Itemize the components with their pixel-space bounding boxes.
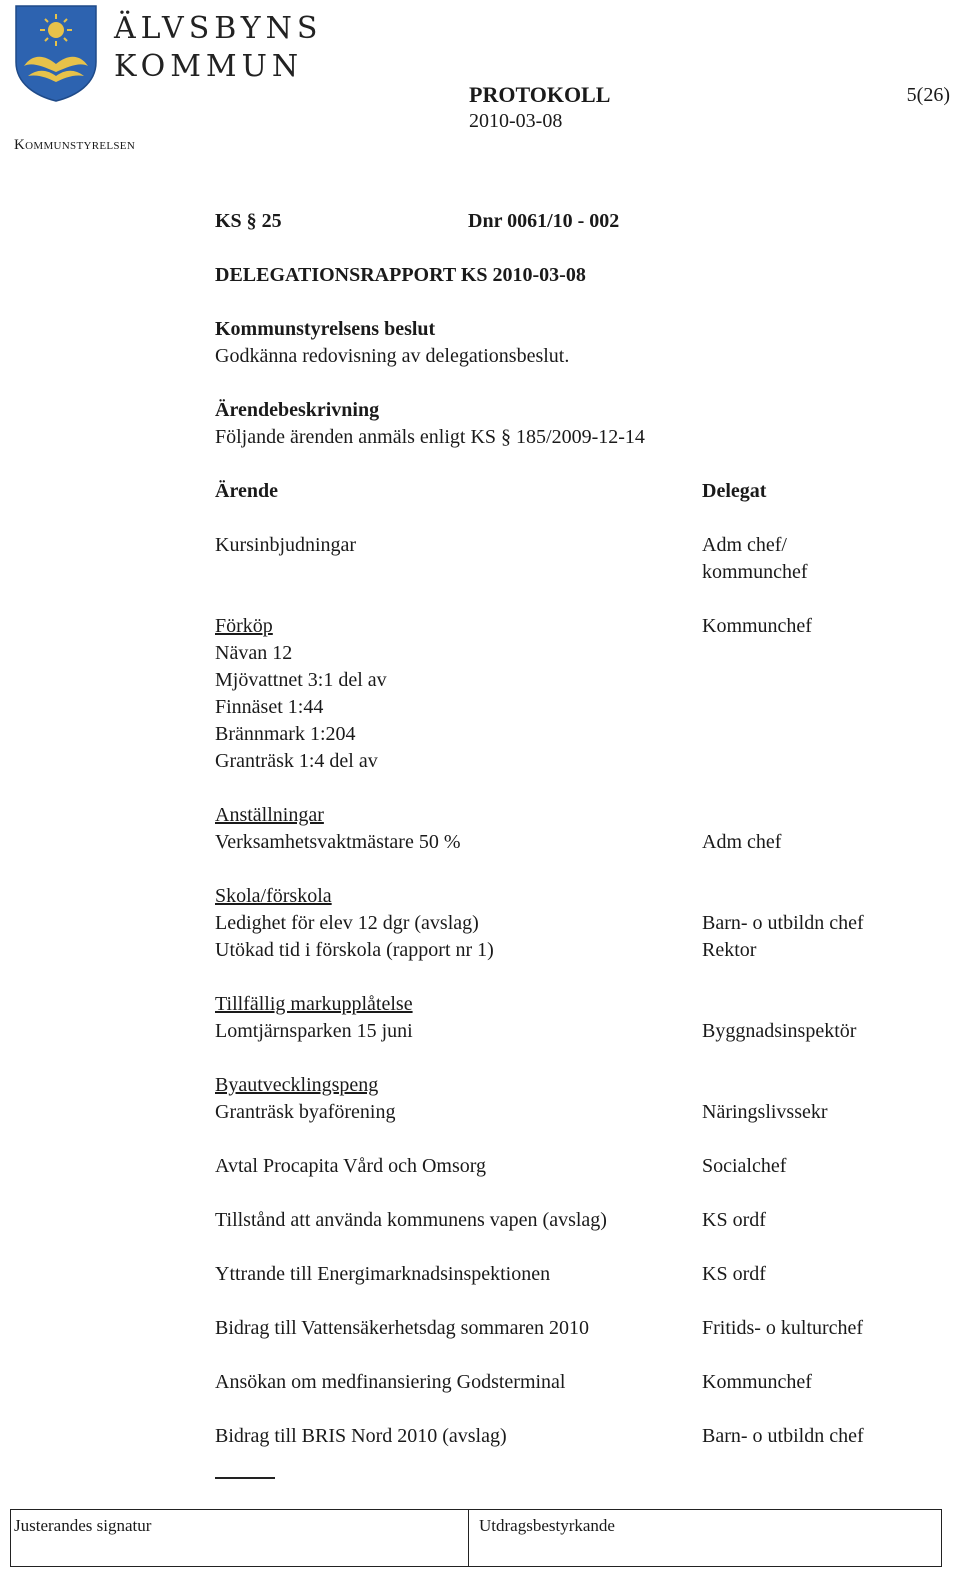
org-name-line1: ÄLVSBYNS [114, 11, 323, 46]
case-category-heading: Tillfällig markupplåtelse [215, 993, 413, 1015]
case-item: Nävan 12 [215, 642, 293, 664]
case-cell [215, 1423, 702, 1450]
spacer [702, 991, 935, 1018]
delegate-name: Socialchef [702, 1155, 787, 1177]
paragraph-number: KS § 25 [215, 210, 282, 232]
delegate-name: KS ordf [702, 1209, 766, 1231]
spacer [702, 802, 935, 829]
delegate-name: kommunchef [702, 561, 808, 583]
case-item: Mjövattnet 3:1 del av [215, 669, 387, 691]
case-cell [215, 1153, 702, 1180]
case-category-heading: Byautvecklingspeng [215, 1074, 379, 1096]
case-category-heading: Skola/förskola [215, 885, 332, 907]
case-cell [215, 613, 702, 775]
delegate-name: Kommunchef [702, 615, 812, 637]
delegation-row [215, 1261, 935, 1288]
delegate-name: Rektor [702, 939, 757, 961]
end-rule [215, 1477, 275, 1479]
delegation-row [215, 802, 935, 856]
paragraph-header [215, 208, 935, 235]
delegate-cell [702, 883, 935, 964]
delegation-row [215, 1207, 935, 1234]
case-item: Utökad tid i förskola (rapport nr 1) [215, 939, 494, 961]
delegate-name: Byggnadsinspektör [702, 1020, 857, 1042]
case-item: Avtal Procapita Vård och Omsorg [215, 1155, 487, 1177]
delegate-name: Fritids- o kulturchef [702, 1317, 864, 1339]
delegate-cell [702, 1315, 935, 1342]
page-number: 5(26) [906, 84, 950, 106]
section-title: DELEGATIONSRAPPORT KS 2010-03-08 [215, 264, 586, 286]
case-item: Yttrande till Energimarknadsinspektionen [215, 1263, 551, 1285]
extract-certification-cell: Utdragsbestyrkande [479, 1516, 615, 1535]
case-item: Granträsk 1:4 del av [215, 750, 378, 772]
case-item: Bidrag till BRIS Nord 2010 (avslag) [215, 1425, 507, 1447]
case-cell [215, 802, 702, 856]
document-type: PROTOKOLL [469, 82, 611, 107]
spacer [702, 883, 935, 910]
description-heading: Ärendebeskrivning [215, 399, 380, 421]
delegation-row [215, 613, 935, 775]
delegate-name: KS ordf [702, 1263, 766, 1285]
delegation-row [215, 883, 935, 964]
case-category-heading: Förköp [215, 615, 273, 637]
case-item: Granträsk byaförening [215, 1101, 396, 1123]
delegation-row [215, 991, 935, 1045]
delegate-cell [702, 1369, 935, 1396]
signature-cell: Justerandes signatur [11, 1510, 469, 1566]
delegate-name: Barn- o utbildn chef [702, 912, 864, 934]
delegate-cell [702, 802, 935, 856]
column-header-delegate: Delegat [702, 480, 767, 502]
delegation-row [215, 1153, 935, 1180]
case-item: Ledighet för elev 12 dgr (avslag) [215, 912, 479, 934]
delegate-name: Adm chef/ [702, 534, 787, 556]
delegation-row [215, 1423, 935, 1450]
case-cell [215, 1207, 702, 1234]
protocol-body [215, 208, 935, 1479]
case-cell [215, 532, 702, 586]
case-cell [215, 1072, 702, 1126]
case-item: Verksamhetsvaktmästare 50 % [215, 831, 461, 853]
case-cell [215, 883, 702, 964]
case-category-heading: Anställningar [215, 804, 324, 826]
column-header-case: Ärende [215, 480, 278, 502]
delegate-name: Adm chef [702, 831, 782, 853]
delegation-row [215, 1315, 935, 1342]
description-text: Följande ärenden anmäls enligt KS § 185/2009-12-14 [215, 426, 645, 448]
delegate-cell [702, 1072, 935, 1126]
decision-heading: Kommunstyrelsens beslut [215, 318, 436, 340]
table-header [215, 478, 935, 505]
document-date: 2010-03-08 [469, 110, 563, 132]
case-item: Finnäset 1:44 [215, 696, 324, 718]
delegate-name: Barn- o utbildn chef [702, 1425, 864, 1447]
signature-box [10, 1509, 942, 1567]
delegate-cell [702, 532, 935, 586]
delegate-name: Kommunchef [702, 1371, 812, 1393]
organization-name [114, 10, 322, 86]
case-cell [215, 1315, 702, 1342]
delegation-row [215, 532, 935, 586]
case-item: Lomtjärnsparken 15 juni [215, 1020, 413, 1042]
delegate-cell [702, 1423, 935, 1450]
delegate-cell [702, 1207, 935, 1234]
delegate-cell [702, 1261, 935, 1288]
case-cell [215, 991, 702, 1045]
case-cell [215, 1369, 702, 1396]
case-item: Brännmark 1:204 [215, 723, 356, 745]
delegation-row [215, 1369, 935, 1396]
delegate-cell [702, 613, 935, 775]
municipality-coat-of-arms-logo [14, 4, 98, 102]
delegation-list [215, 532, 935, 1450]
case-number: Dnr 0061/10 - 002 [468, 210, 620, 232]
delegate-name: Näringslivssekr [702, 1101, 828, 1123]
case-item: Kursinbjudningar [215, 534, 357, 556]
case-item: Tillstånd att använda kommunens vapen (avslag) [215, 1209, 607, 1231]
delegation-row [215, 1072, 935, 1126]
delegate-cell [702, 991, 935, 1045]
delegate-cell [702, 1153, 935, 1180]
case-item: Bidrag till Vattensäkerhetsdag sommaren 2010 [215, 1317, 589, 1339]
case-item: Ansökan om medfinansiering Godsterminal [215, 1371, 566, 1393]
department-name: Kommunstyrelsen [14, 137, 136, 153]
decision-text: Godkänna redovisning av delegationsbeslut. [215, 345, 570, 367]
org-name-line2: KOMMUN [114, 49, 304, 84]
spacer [702, 1072, 935, 1099]
case-cell [215, 1261, 702, 1288]
